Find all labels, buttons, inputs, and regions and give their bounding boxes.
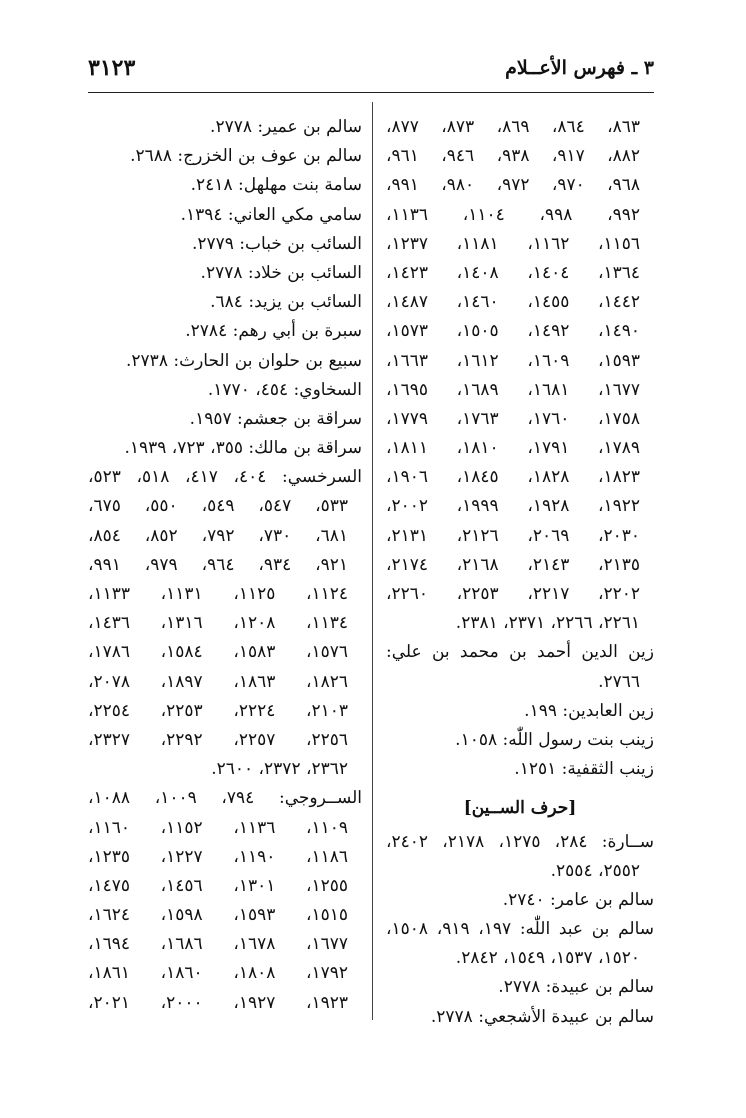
index-continuation-line: ١٦٧٧، ١٦٧٨، ١٦٨٦، ١٦٩٤، bbox=[88, 934, 348, 955]
index-continuation-line: ٢٢٦١، ٢٢٦٦، ٢٣٧١، ٢٣٨١. bbox=[455, 613, 640, 634]
running-title: ٣ ـ فهرس الأعــلام bbox=[505, 57, 654, 79]
index-continuation-line: ١٥١٥، ١٥٩٣، ١٥٩٨، ١٦٢٤، bbox=[88, 905, 348, 926]
index-continuation-line: ٦٨١، ٧٣٠، ٧٩٢، ٨٥٢، ٨٥٤، bbox=[88, 525, 349, 546]
index-continuation-line: ١٣٦٤، ١٤٠٤، ١٤٠٨، ١٤٢٣، bbox=[386, 262, 640, 283]
index-continuation-line: ٢٠٣٠، ٢٠٦٩، ٢١٢٦، ٢١٣١، bbox=[386, 525, 640, 546]
index-entry: زين الدين أحمد بن محمد بن علي: bbox=[386, 642, 654, 663]
index-continuation-line: ٢٢٥٦، ٢٢٥٧، ٢٢٩٢، ٢٣٢٧، bbox=[88, 729, 348, 750]
index-continuation-line: ١٤٤٢، ١٤٥٥، ١٤٦٠، ١٤٨٧، bbox=[386, 292, 640, 313]
index-continuation-line: ١٢٥٥، ١٣٠١، ١٤٥٦، ١٤٧٥، bbox=[88, 875, 348, 896]
index-continuation-line: ٢١٣٥، ٢١٤٣، ٢١٦٨، ٢١٧٤، bbox=[386, 554, 640, 575]
index-continuation-line: ١٦٧٧، ١٦٨١، ١٦٨٩، ١٦٩٥، bbox=[386, 379, 640, 400]
index-continuation-line: ١٩٢٢، ١٩٢٨، ١٩٩٩، ٢٠٠٢، bbox=[386, 496, 640, 517]
index-continuation-line: ١٩٢٣، ١٩٢٧، ٢٠٠٠، ٢٠٢١، bbox=[88, 992, 348, 1013]
index-entry: سامة بنت مهلهل: ٢٤١٨. bbox=[190, 175, 362, 196]
index-entry: زين العابدين: ١٩٩. bbox=[524, 700, 654, 721]
column-divider bbox=[372, 102, 373, 1020]
index-entry: سالم بن عوف بن الخزرج: ٢٦٨٨. bbox=[130, 146, 362, 167]
index-entry: سبيع بن حلوان بن الحارث: ٢٧٣٨. bbox=[126, 350, 362, 371]
index-continuation-line: ٨٦٣، ٨٦٤، ٨٦٩، ٨٧٣، ٨٧٧، bbox=[386, 117, 641, 137]
page-number: ٣١٢٣ bbox=[88, 55, 136, 81]
index-entry: سالم بن عامر: ٢٧٤٠. bbox=[502, 889, 654, 910]
index-continuation-line: ١١٣٤، ١٢٠٨، ١٣١٦، ١٤٣٦، bbox=[88, 613, 348, 634]
index-continuation-line: ١٧٥٨، ١٧٦٠، ١٧٦٣، ١٧٧٩، bbox=[386, 408, 640, 429]
index-continuation-line: ١١٠٩، ١١٣٦، ١١٥٢، ١١٦٠، bbox=[88, 817, 348, 838]
index-continuation-line: ٢٥٥٢، ٢٥٥٤. bbox=[550, 860, 640, 881]
header-rule bbox=[88, 92, 654, 93]
index-continuation-line: ٢١٠٣، ٢٢٢٤، ٢٢٥٣، ٢٢٥٤، bbox=[88, 700, 348, 721]
index-entry: سبرة بن أبي رهم: ٢٧٨٤. bbox=[185, 321, 362, 342]
index-column-right bbox=[386, 113, 654, 1032]
index-continuation-line: ١٨٢٦، ١٨٦٣، ١٨٩٧، ٢٠٧٨، bbox=[88, 671, 348, 692]
index-entry: السائب بن خلاد: ٢٧٧٨. bbox=[200, 262, 362, 283]
section-heading: [حرف الســين] bbox=[463, 798, 577, 819]
index-continuation-line: ٢٧٦٦. bbox=[598, 671, 640, 692]
index-continuation-line: ٨٨٢، ٩١٧، ٩٣٨، ٩٤٦، ٩٦١، bbox=[386, 146, 641, 167]
index-continuation-line: ٩٢١، ٩٣٤، ٩٦٤، ٩٧٩، ٩٩١، bbox=[88, 554, 349, 575]
index-continuation-line: ١٨٢٣، ١٨٢٨، ١٨٤٥، ١٩٠٦، bbox=[386, 467, 640, 488]
index-continuation-line: ٩٩٢، ٩٩٨، ١١٠٤، ١١٣٦، bbox=[386, 204, 641, 225]
index-continuation-line: ٢٣٦٢، ٢٣٧٢، ٢٦٠٠. bbox=[211, 759, 348, 780]
index-continuation-line: ١٧٨٩، ١٧٩١، ١٨١٠، ١٨١١، bbox=[386, 438, 640, 459]
index-continuation-line: ١١٥٦، ١١٦٢، ١١٨١، ١٢٣٧، bbox=[386, 233, 640, 254]
index-entry: زينب الثقفية: ١٢٥١. bbox=[514, 759, 654, 780]
page-header bbox=[88, 55, 654, 85]
index-column-left bbox=[88, 113, 362, 1018]
index-entry: السخاوي: ٤٥٤، ١٧٧٠. bbox=[207, 379, 362, 400]
index-entry: السائب بن يزيد: ٦٨٤. bbox=[210, 292, 362, 313]
index-entry: سراقة بن جعشم: ١٩٥٧. bbox=[189, 408, 362, 429]
index-continuation-line: ٢٢٠٢، ٢٢١٧، ٢٢٥٣، ٢٢٦٠، bbox=[386, 584, 640, 604]
index-entry: سراقة بن مالك: ٣٥٥، ٧٢٣، ١٩٣٩. bbox=[124, 438, 362, 459]
index-entry: سالم بن عمير: ٢٧٧٨. bbox=[210, 117, 362, 137]
index-entry: ســارة: ٢٨٤، ١٢٧٥، ٢١٧٨، ٢٤٠٢، bbox=[386, 831, 654, 852]
index-continuation-line: ١٥٩٣، ١٦٠٩، ١٦١٢، ١٦٦٣، bbox=[386, 350, 640, 371]
index-continuation-line: ١١٨٦، ١١٩٠، ١٢٢٧، ١٢٣٥، bbox=[88, 846, 348, 867]
index-continuation-line: ٩٦٨، ٩٧٠، ٩٧٢، ٩٨٠، ٩٩١، bbox=[386, 175, 641, 196]
index-entry: الســروجي: ٧٩٤، ١٠٠٩، ١٠٨٨، bbox=[88, 788, 363, 809]
index-continuation-line: ١٥٢٠، ١٥٣٧، ١٥٤٩، ٢٨٤٢. bbox=[455, 948, 640, 969]
index-entry: زينب بنت رسول اللّٰه: ١٠٥٨. bbox=[455, 729, 654, 750]
index-continuation-line: ١١٢٤، ١١٢٥، ١١٣١، ١١٣٣، bbox=[88, 584, 348, 604]
index-entry: السرخسي: ٤٠٤، ٤١٧، ٥١٨، ٥٢٣، bbox=[88, 467, 363, 488]
index-continuation-line: ١٥٧٦، ١٥٨٣، ١٥٨٤، ١٧٨٦، bbox=[88, 642, 348, 663]
index-continuation-line: ١٧٩٢، ١٨٠٨، ١٨٦٠، ١٨٦١، bbox=[88, 963, 348, 984]
index-continuation-line: ١٤٩٠، ١٤٩٢، ١٥٠٥، ١٥٧٣، bbox=[386, 321, 640, 342]
index-entry: سالم بن عبد اللّٰه: ١٩٧، ٩١٩، ١٥٠٨، bbox=[386, 919, 654, 940]
index-entry: السائب بن خباب: ٢٧٧٩. bbox=[191, 233, 362, 254]
index-continuation-line: ٥٣٣، ٥٤٧، ٥٤٩، ٥٥٠، ٦٧٥، bbox=[88, 496, 349, 517]
index-entry: سالم بن عبيدة: ٢٧٧٨. bbox=[498, 977, 654, 998]
index-entry: سالم بن عبيدة الأشجعي: ٢٧٧٨. bbox=[430, 1006, 654, 1027]
index-entry: سامي مكي العاني: ١٣٩٤. bbox=[180, 204, 362, 225]
